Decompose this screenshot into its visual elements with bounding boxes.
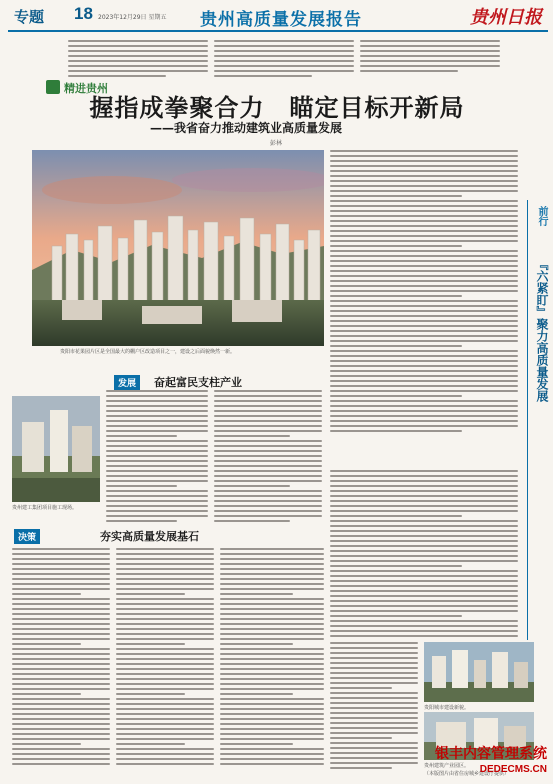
byline: 彭林 [270,140,283,147]
bottom-right-caption-1: 贵阳城市建设新貌。 [424,705,470,711]
photo-credit: （本版图片由省住房城乡建设厅提供） [424,771,510,777]
date-line: 2023年12月29日 星期五 [98,14,167,21]
sidebar-tag: 前行 [536,206,547,226]
main-city-photo [32,150,324,346]
sub-headline: ——我省奋力推动建筑业高质量发展 [150,121,343,135]
intro-text-left [68,40,208,80]
bottom-right-photo-1 [424,642,534,702]
city-photo-1 [424,642,534,702]
building-site-image [12,396,100,502]
fazhan-col-1 [106,390,208,526]
intro-text-mid [214,40,354,80]
brand-logo-icon [46,80,60,94]
page-title: 贵州高质量发展报告 [200,10,362,30]
juece-col-1 [12,548,110,774]
brand-name: 精进贵州 [64,82,108,95]
section-tag-fazhan: 发展 [114,375,140,390]
main-photo-caption: 贵阳市花果园片区是全国最大的棚户区改造项目之一，建设之后面貌焕然一新。 [60,349,236,355]
watermark-text: 银丰内容管理系统 [435,746,547,762]
left-building-photo [12,396,100,502]
section-label: 专题 [14,8,45,26]
newspaper-logo: 贵州日报 [470,7,542,28]
section-head-juece [14,528,199,544]
section-tag-juece: 决策 [14,529,40,544]
header-rule [8,30,548,32]
sidebar-vertical-title: 『六紧盯』聚力高质量发展 [535,258,549,402]
section-heading-juece: 夯实高质量发展基石 [100,530,200,543]
juece-col-2 [116,548,214,774]
left-photo-caption: 贵州建工集团项目施工现场。 [12,505,78,511]
juece-col-3 [220,548,324,774]
page-number: 18 [74,4,93,23]
fazhan-col-2 [214,390,322,526]
page-header [0,0,553,30]
city-skyline-image [32,150,324,346]
main-headline: 握指成拳聚合力 瞄定目标开新局 [89,94,465,122]
section-head-fazhan [114,374,242,390]
intro-text-right [360,40,500,80]
right-column-text-2 [330,470,518,640]
bottom-right-caption-2: 贵州建筑产业园区。 [424,763,470,769]
section-heading-fazhan: 奋起富民支柱产业 [154,376,243,389]
right-column-text [330,150,518,468]
watermark-url: DEDECMS.CN [479,764,547,775]
watermark [435,746,547,778]
bottom-mid-text [330,642,418,772]
